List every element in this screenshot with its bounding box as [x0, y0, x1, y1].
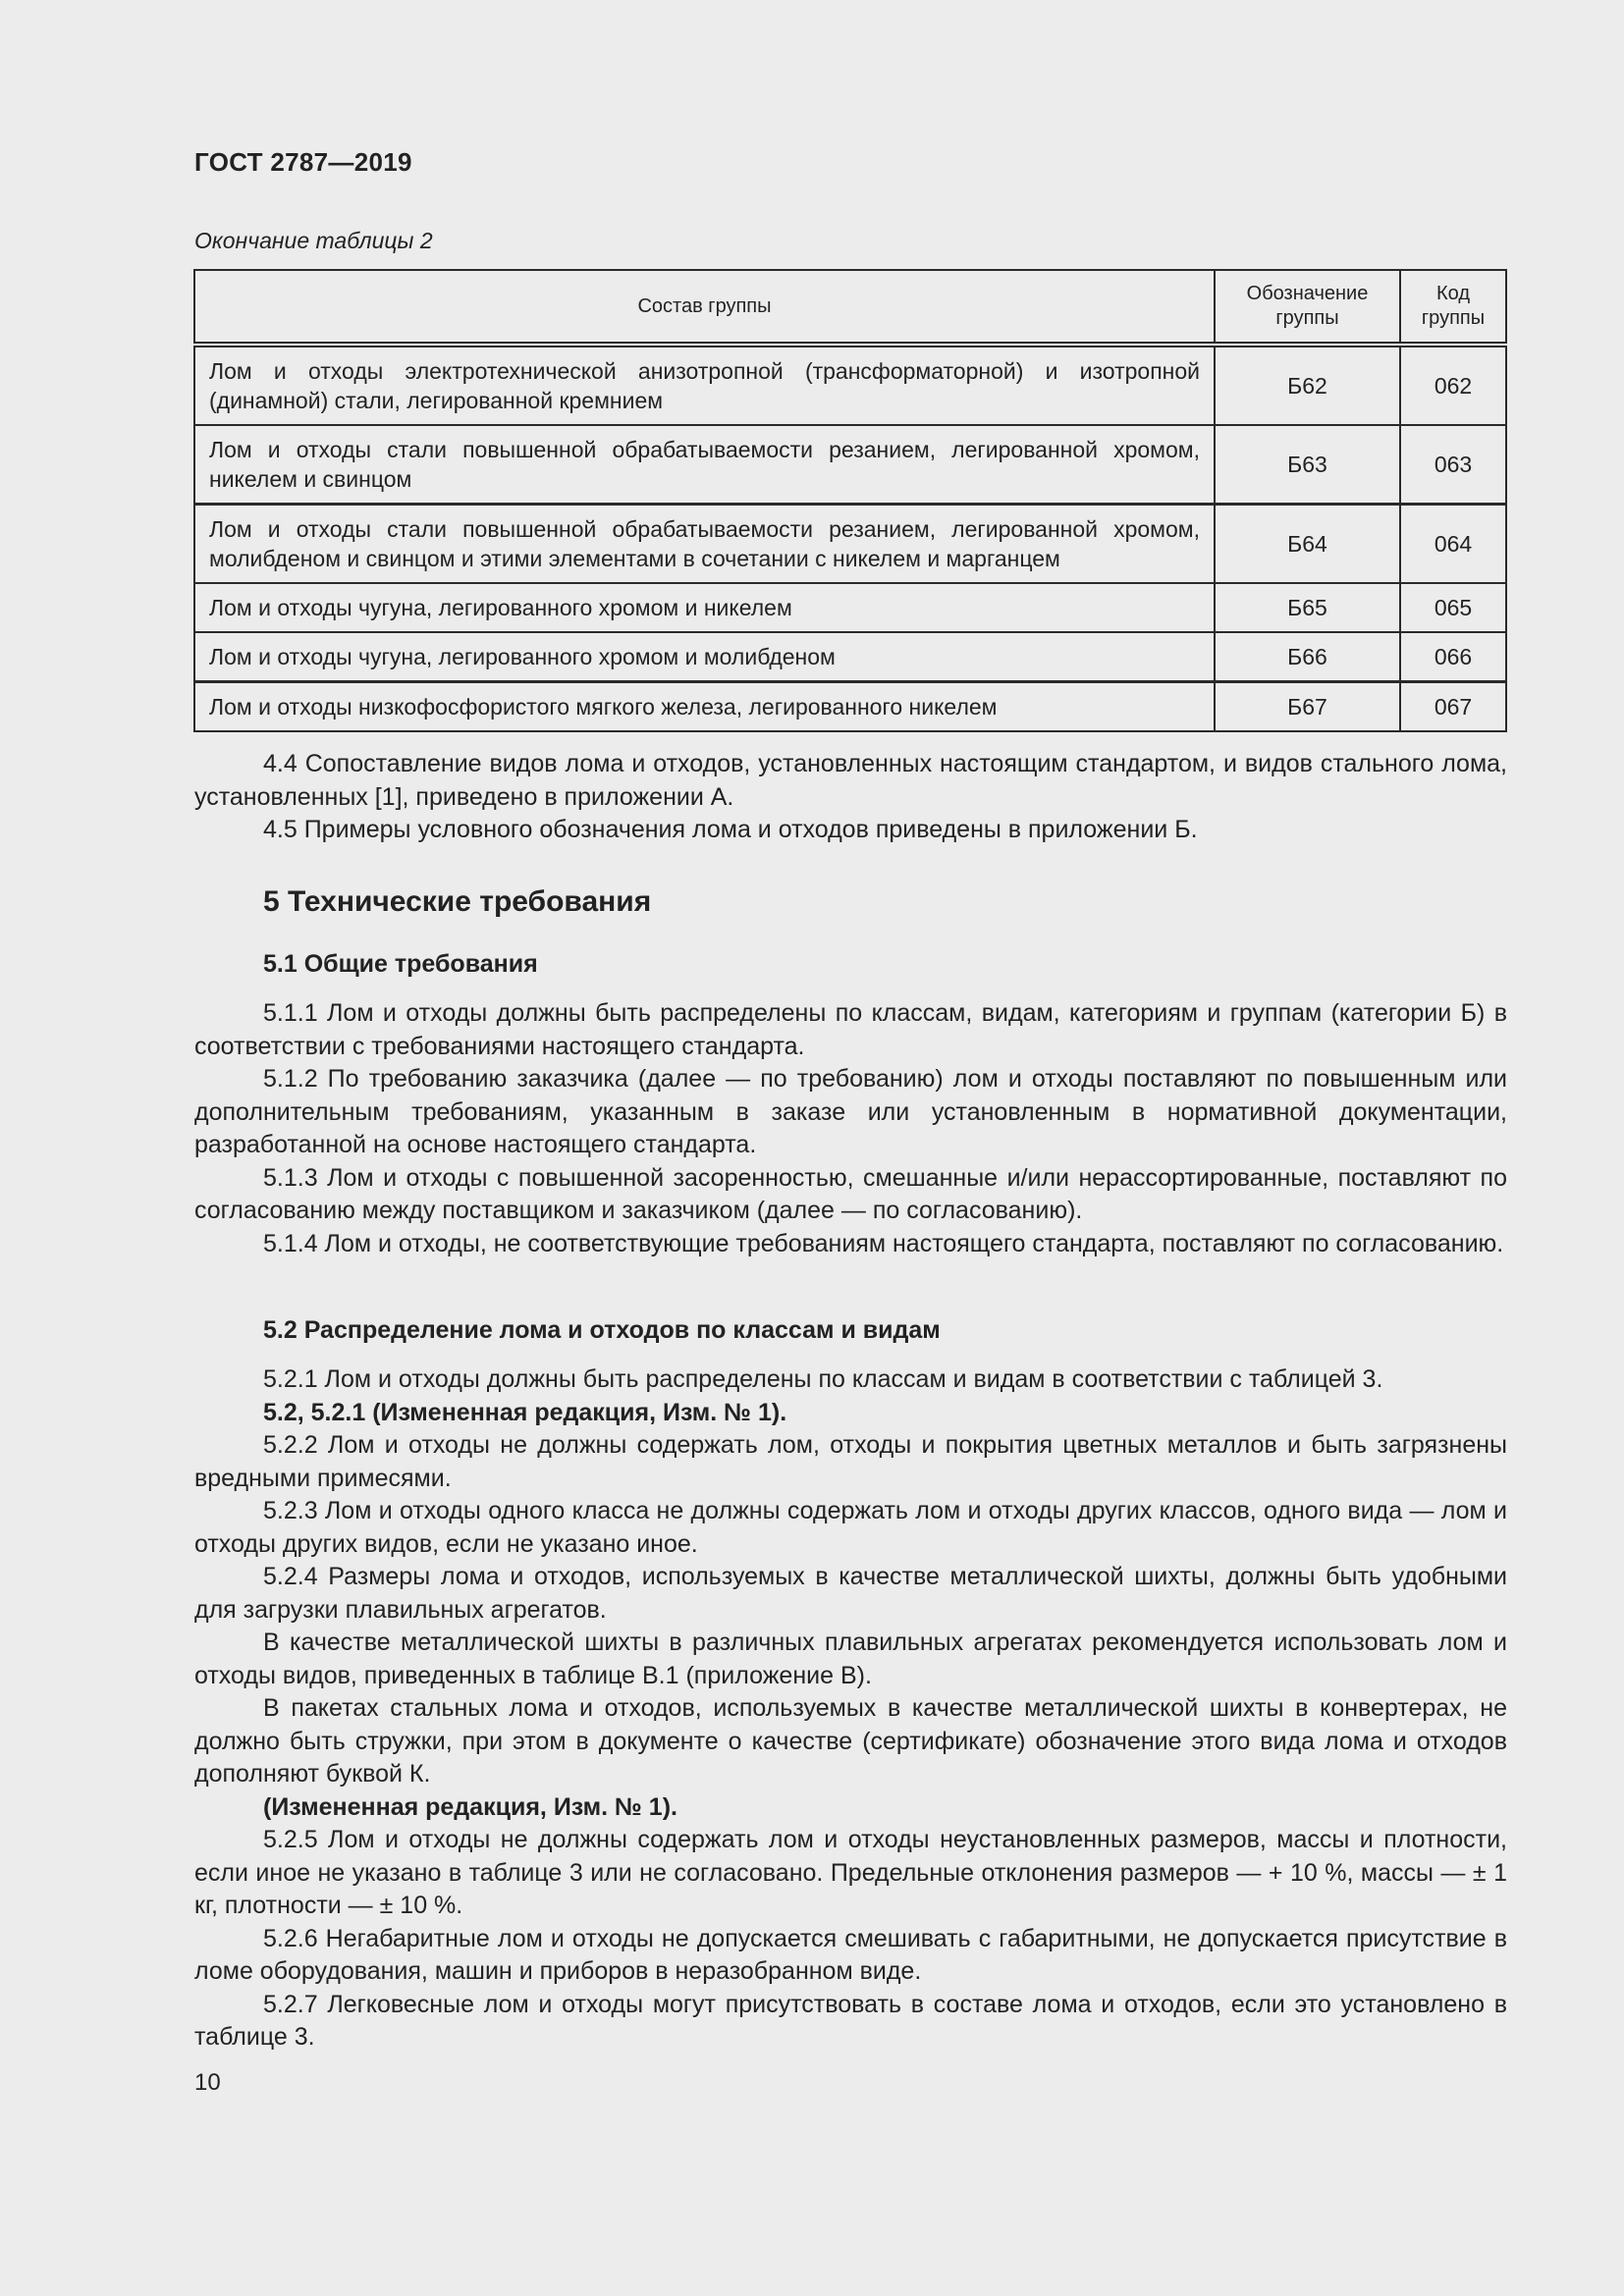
cell-composition: Лом и отходы чугуна, легированного хромом и молибденом — [194, 632, 1215, 682]
amendment-note: (Измененная редакция, Изм. № 1). — [263, 1792, 677, 1821]
cell-composition: Лом и отходы электротехнической анизотропной (трансформаторной) и изотропной (динамной) стали, легированной кремнием — [194, 345, 1215, 425]
table-row — [194, 682, 1506, 732]
paragraph-5-1-3: 5.1.3 Лом и отходы с повышенной засоренностью, смешанные и/или нерассортированные, поставляют по согласованию между поставщиком и заказчиком (далее — по согласованию). — [194, 1163, 1507, 1224]
paragraph-5-2-3: 5.2.3 Лом и отходы одного класса не должны содержать лом и отходы других классов, одного вида — лом и отходы других видов, если не указано иное. — [194, 1497, 1507, 1558]
table-row — [194, 345, 1506, 425]
subsection-5-1-paragraphs — [194, 997, 1507, 1260]
cell-designation: Б63 — [1215, 425, 1400, 505]
section-4-paragraphs — [194, 748, 1507, 847]
cell-code: 064 — [1400, 505, 1506, 584]
cell-designation: Б65 — [1215, 583, 1400, 632]
table-row — [194, 505, 1506, 584]
subsection-5-2-paragraphs — [194, 1363, 1507, 2055]
paragraph-4-4: 4.4 Сопоставление видов лома и отходов, установленных настоящим стандартом, и видов стального лома, установленных [1], приведено в приложении А. — [194, 750, 1507, 811]
paragraph-5-1-4: 5.1.4 Лом и отходы, не соответствующие требованиям настоящего стандарта, поставляют по согласованию. — [263, 1229, 1504, 1257]
cell-designation: Б67 — [1215, 682, 1400, 732]
table-row — [194, 425, 1506, 505]
paragraph-5-2-4: 5.2.4 Размеры лома и отходов, используемых в качестве металлической шихты, должны быть удобными для загрузки плавильных агрегатов. — [194, 1563, 1507, 1624]
cell-code: 065 — [1400, 583, 1506, 632]
cell-designation: Б62 — [1215, 345, 1400, 425]
section-5-heading: 5 Технические требования — [263, 885, 652, 918]
column-header-code: Код группы — [1400, 270, 1506, 345]
cell-composition: Лом и отходы чугуна, легированного хромом и никелем — [194, 583, 1215, 632]
cell-composition: Лом и отходы низкофосфористого мягкого железа, легированного никелем — [194, 682, 1215, 732]
cell-code: 066 — [1400, 632, 1506, 682]
subsection-5-2-heading: 5.2 Распределение лома и отходов по классам и видам — [263, 1316, 941, 1344]
paragraph-4-5: 4.5 Примеры условного обозначения лома и отходов приведены в приложении Б. — [263, 816, 1198, 843]
amendment-note: 5.2, 5.2.1 (Измененная редакция, Изм. № 1). — [263, 1398, 787, 1426]
paragraph-5-2-2: 5.2.2 Лом и отходы не должны содержать лом, отходы и покрытия цветных металлов и быть загрязнены вредными примесями. — [194, 1431, 1507, 1492]
cell-code: 063 — [1400, 425, 1506, 505]
cell-code: 062 — [1400, 345, 1506, 425]
column-header-designation: Обозначение группы — [1215, 270, 1400, 345]
standard-header: ГОСТ 2787—2019 — [194, 147, 412, 177]
cell-composition: Лом и отходы стали повышенной обрабатываемости резанием, легированной хромом, молибденом и свинцом и этими элементами в сочетании с никелем и марганцем — [194, 505, 1215, 584]
paragraph-5-2-1: 5.2.1 Лом и отходы должны быть распределены по классам и видам в соответствии с таблицей 3. — [263, 1365, 1383, 1393]
table-row — [194, 632, 1506, 682]
cell-code: 067 — [1400, 682, 1506, 732]
subsection-5-1-heading: 5.1 Общие требования — [263, 950, 538, 978]
table-row — [194, 583, 1506, 632]
groups-table — [193, 269, 1507, 732]
paragraph-5-2-4-a: В качестве металлической шихты в различных плавильных агрегатах рекомендуется использовать лом и отходы видов, приведенных в таблице В.1 (приложение В). — [194, 1629, 1507, 1689]
cell-designation: Б66 — [1215, 632, 1400, 682]
cell-designation: Б64 — [1215, 505, 1400, 584]
page-number: 10 — [194, 2069, 221, 2096]
cell-composition: Лом и отходы стали повышенной обрабатываемости резанием, легированной хромом, никелем и свинцом — [194, 425, 1215, 505]
paragraph-5-2-4-b: В пакетах стальных лома и отходов, используемых в качестве металлической шихты в конвертерах, не должно быть стружки, при этом в документе о качестве (сертификате) обозначение этого вида лома и отходов дополняют буквой К. — [194, 1694, 1507, 1788]
column-header-composition: Состав группы — [194, 270, 1215, 345]
paragraph-5-2-5: 5.2.5 Лом и отходы не должны содержать лом и отходы неустановленных размеров, массы и плотности, если иное не указано в таблице 3 или не согласовано. Предельные отклонения размеров — + 10 %, массы — ± 1 кг, плотности — ± 10 %. — [194, 1826, 1507, 1919]
table-caption: Окончание таблицы 2 — [194, 228, 433, 253]
table-header-row — [194, 270, 1506, 345]
paragraph-5-1-2: 5.1.2 По требованию заказчика (далее — по требованию) лом и отходы поставляют по повышенным или дополнительным требованиям, указанным в заказе или установленным в нормативной документации, разработанной на основе настоящего стандарта. — [194, 1065, 1507, 1158]
paragraph-5-2-7: 5.2.7 Легковесные лом и отходы могут присутствовать в составе лома и отходов, если это установлено в таблице 3. — [194, 1990, 1507, 2051]
paragraph-5-1-1: 5.1.1 Лом и отходы должны быть распределены по классам, видам, категориям и группам (категории Б) в соответствии с требованиями настоящего стандарта. — [194, 999, 1507, 1060]
paragraph-5-2-6: 5.2.6 Негабаритные лом и отходы не допускается смешивать с габаритными, не допускается присутствие в ломе оборудования, машин и приборов в неразобранном виде. — [194, 1924, 1507, 1985]
